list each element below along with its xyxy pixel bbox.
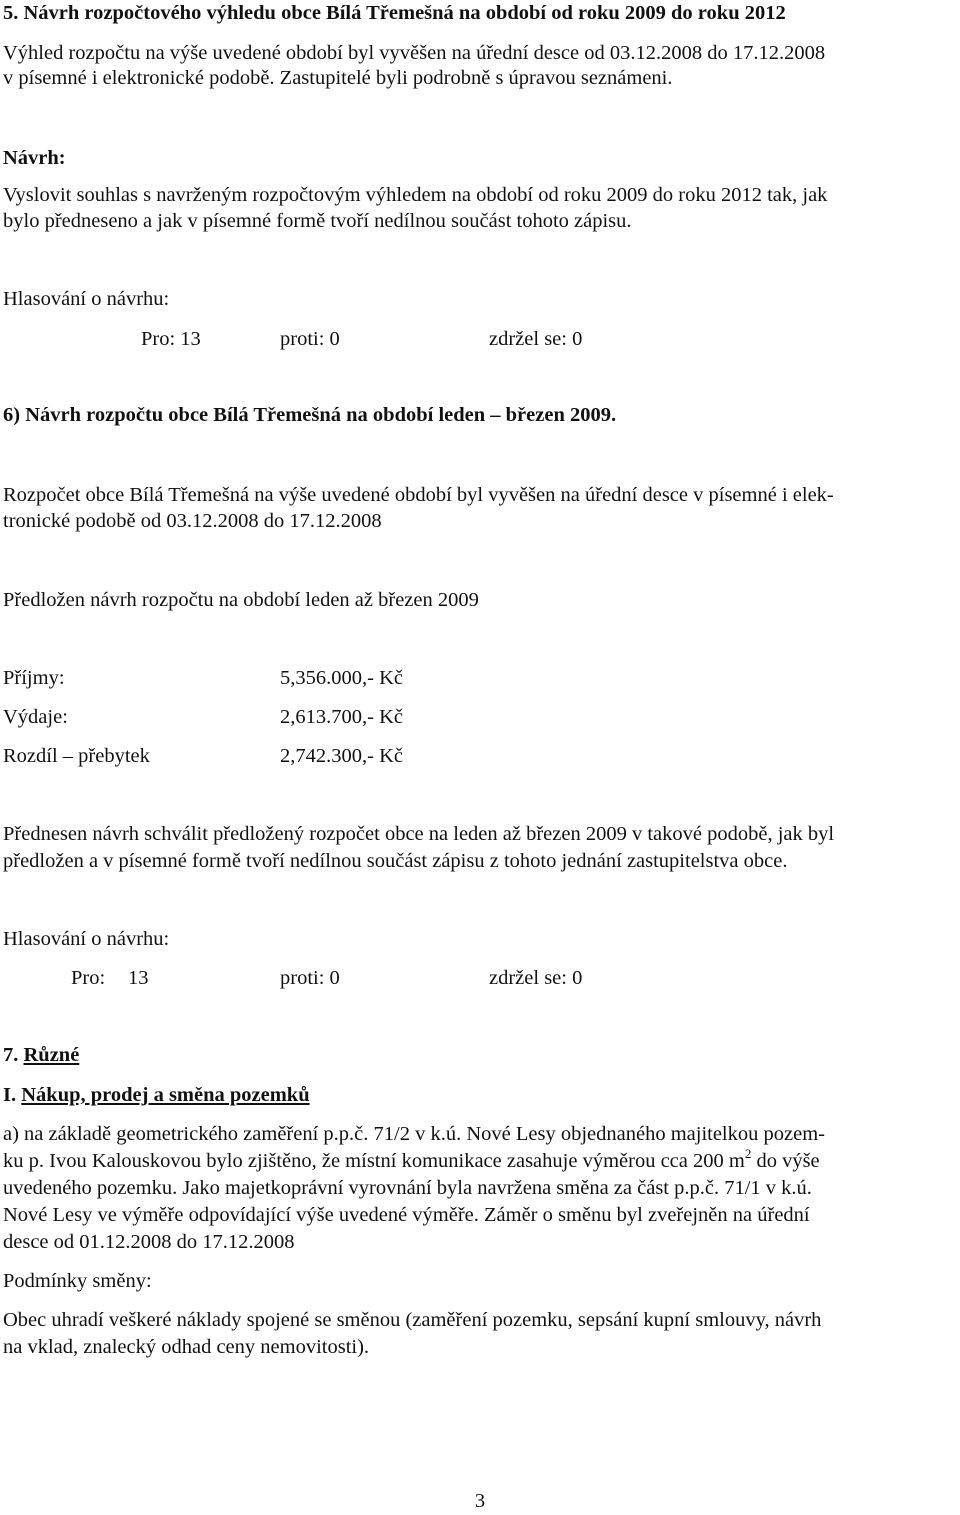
section-6-heading: 6) Návrh rozpočtu obce Bílá Třemešná na období leden – březen 2009.	[3, 404, 617, 426]
conditions-line-1: Obec uhradí veškeré náklady spojené se směnou (zaměření pozemku, sepsání kupní smlouvy, návrh	[3, 1309, 822, 1331]
section-7-heading	[3, 1042, 957, 1069]
section-6-proposal-line-1: Přednesen návrh schválit předložený rozpočet obce na leden až březen 2009 v takové podobě, jak byl	[3, 823, 835, 845]
conditions-label: Podmínky směny:	[3, 1270, 152, 1292]
section-5-vote-against: proti: 0	[280, 328, 340, 350]
section-6-proposal-line-2: předložen a v písemné formě tvoří nedílnou součást zápisu z tohoto jednání zastupitelstva obce.	[3, 850, 788, 872]
section-5-vote-abstain: zdržel se: 0	[489, 328, 583, 350]
income-label: Příjmy:	[3, 667, 65, 689]
para-line-2-text: ku p. Ivou Kalouskovou bylo zjištěno, že místní komunikace zasahuje výměrou cca 200 m	[3, 1150, 745, 1172]
section-7-title: Různé	[23, 1044, 80, 1066]
section-5-text-line-1: Výhled rozpočtu na výše uvedené období byl vyvěšen na úřední desce od 03.12.2008 do 17.12.2008	[3, 42, 826, 64]
superscript-2: 2	[744, 1146, 752, 1161]
page-number: 3	[474, 1490, 486, 1512]
section-5-proposal-line-2: bylo předneseno a jak v písemné formě tvoří nedílnou součást tohoto zápisu.	[3, 210, 632, 232]
section-5-proposal-line-1: Vyslovit souhlas s navrženým rozpočtovým výhledem na období od roku 2009 do roku 2012 tak, jak	[3, 184, 828, 206]
section-7-para-line-2	[3, 1148, 957, 1175]
section-7-subheading	[3, 1082, 957, 1109]
section-6-vote-abstain: zdržel se: 0	[489, 967, 583, 989]
section-6-vote-against: proti: 0	[280, 967, 340, 989]
para-line-2-tail: do výše	[751, 1150, 820, 1172]
section-6-text-line-1: Rozpočet obce Bílá Třemešná na výše uvedené období byl vyvěšen na úřední desce v písemné i elek-	[3, 484, 834, 506]
section-5-heading: 5. Návrh rozpočtového výhledu obce Bílá Třemešná na období od roku 2009 do roku 2012	[3, 2, 786, 24]
section-7-para-line-3: uvedeného pozemku. Jako majetkoprávní vyrovnání byla navržena směna za část p.p.č. 71/1 v k.ú.	[3, 1177, 812, 1199]
section-7-sub-number: I.	[3, 1084, 22, 1106]
expense-value: 2,613.700,- Kč	[280, 706, 403, 728]
section-7-sub-title: Nákup, prodej a směna pozemků	[21, 1084, 310, 1106]
section-6-submitted: Předložen návrh rozpočtu na období leden až březen 2009	[3, 589, 479, 611]
section-5-vote-for: Pro: 13	[141, 328, 201, 350]
section-7-para-line-5: desce od 01.12.2008 do 17.12.2008	[3, 1231, 295, 1253]
difference-value: 2,742.300,- Kč	[280, 745, 403, 767]
section-6-text-line-2: tronické podobě od 03.12.2008 do 17.12.2008	[3, 510, 382, 532]
section-7-number: 7.	[3, 1044, 24, 1066]
section-7-para-line-1: a) na základě geometrického zaměření p.p.č. 71/2 v k.ú. Nové Lesy objednaného majitelkou pozem-	[3, 1123, 825, 1145]
section-6-vote-for-label: Pro:	[71, 967, 106, 989]
section-5-vote-label: Hlasování o návrhu:	[3, 288, 170, 310]
section-5-text-line-2: v písemné i elektronické podobě. Zastupitelé byli podrobně s úpravou seznámeni.	[3, 67, 673, 89]
conditions-line-2: na vklad, znalecký odhad ceny nemovitosti).	[3, 1336, 370, 1358]
section-6-vote-for-value: 13	[128, 967, 149, 989]
section-5-proposal-label: Návrh:	[3, 147, 66, 169]
section-7-para-line-4: Nové Lesy ve výměře odpovídající výše uvedené výměře. Záměr o směnu byl zveřejněn na úřední	[3, 1204, 810, 1226]
expense-label: Výdaje:	[3, 706, 68, 728]
section-6-vote-label: Hlasování o návrhu:	[3, 928, 170, 950]
income-value: 5,356.000,- Kč	[280, 667, 403, 689]
difference-label: Rozdíl – přebytek	[3, 745, 150, 767]
